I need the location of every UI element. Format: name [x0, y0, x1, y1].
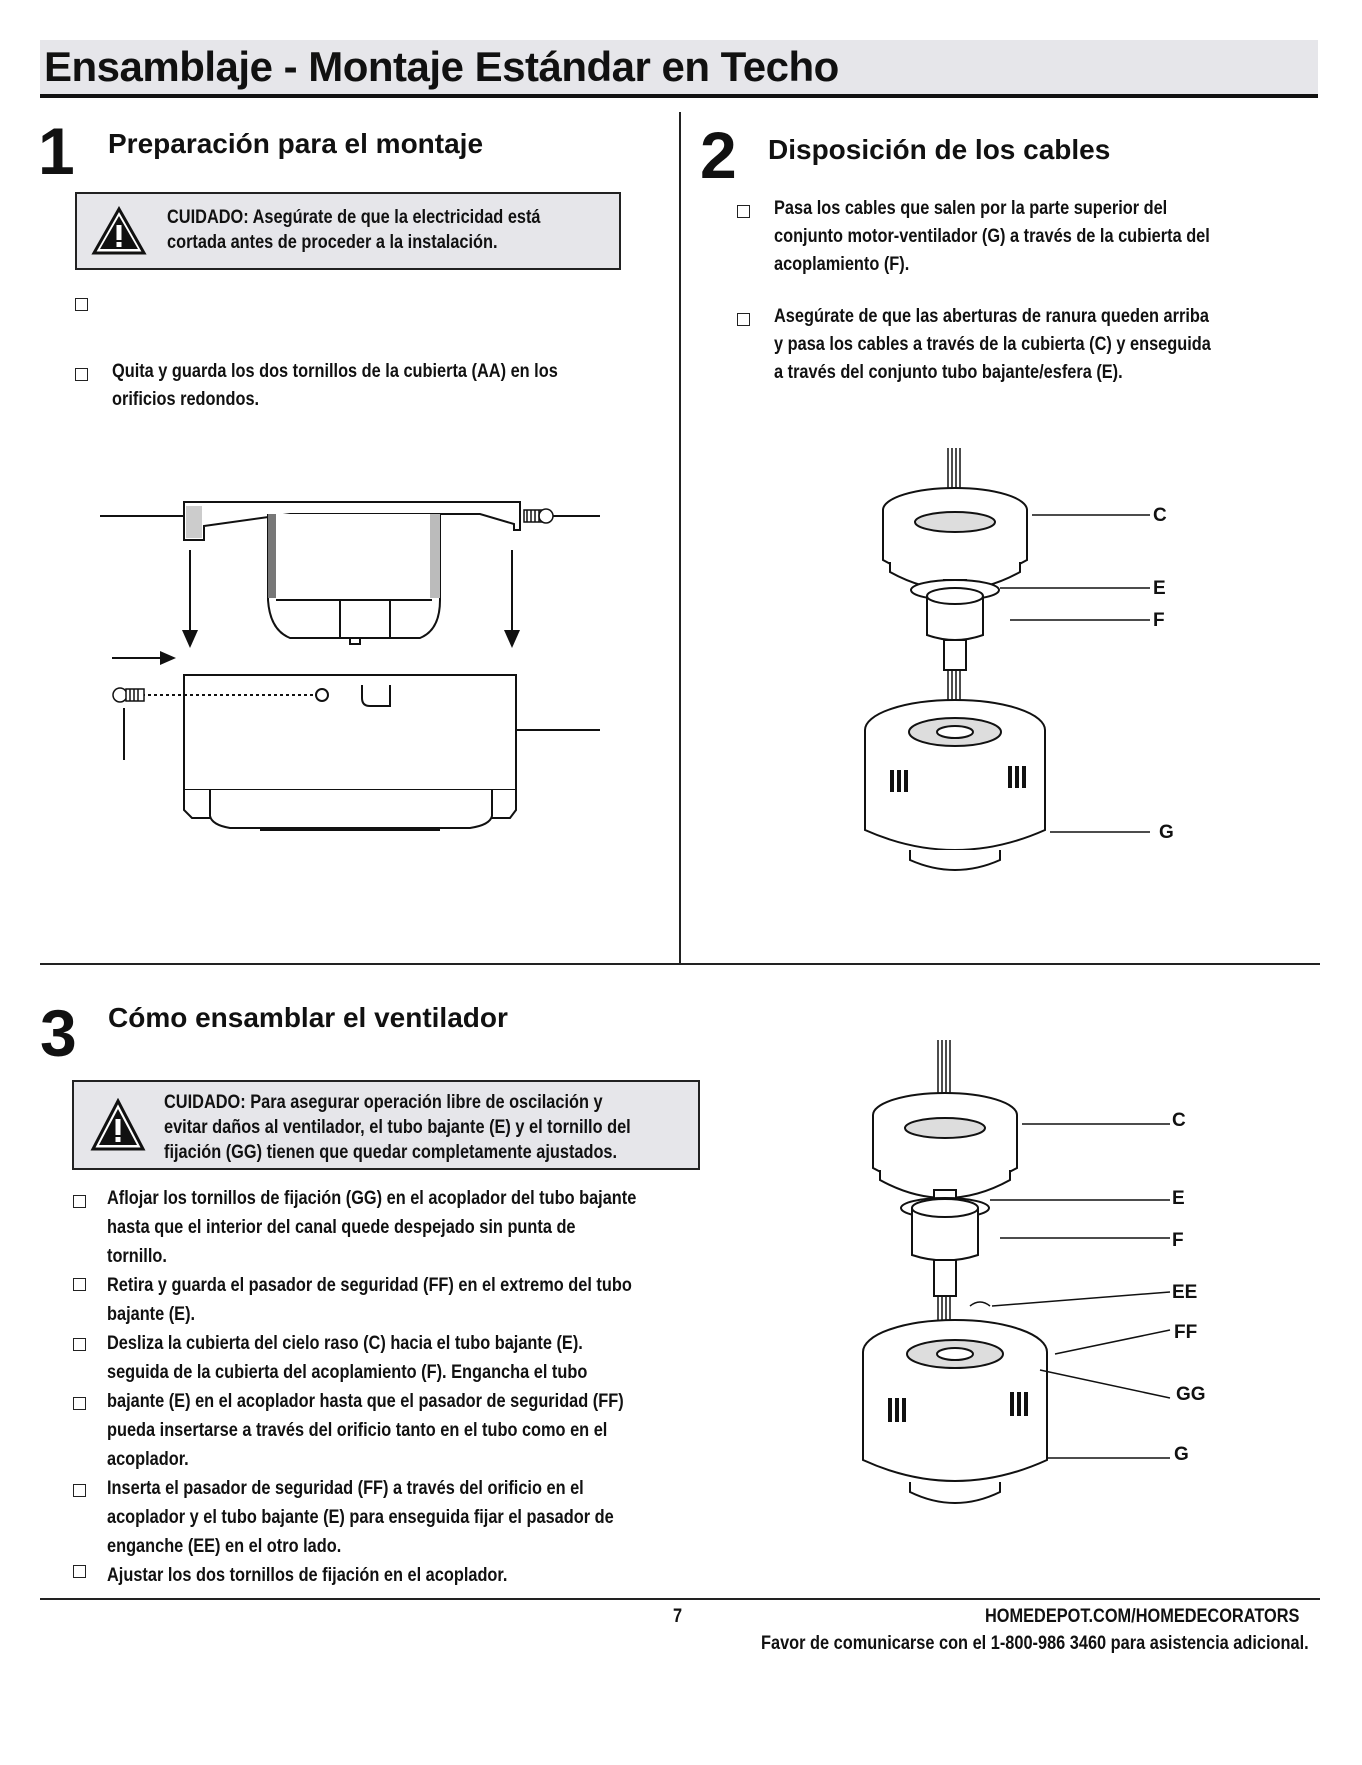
page-title-bar: [40, 40, 1318, 98]
step3-line-7: seguida de la cubierta del acoplamiento (F). Engancha el tubo: [107, 1362, 588, 1383]
step3-label-gg: GG: [1176, 1384, 1206, 1405]
step3-line-11: Inserta el pasador de seguridad (FF) a través del orificio en el: [107, 1478, 584, 1499]
step2-bullet-2-line3: a través del conjunto tubo bajante/esfera (E).: [774, 362, 1123, 383]
step1-number: 1: [38, 114, 75, 188]
footer-divider: [40, 1598, 1320, 1600]
step2-bullet-1-line3: acoplamiento (F).: [774, 254, 910, 275]
step3-caution-text-1: Para asegurar operación libre de oscilación y: [250, 1092, 603, 1113]
step3-line-1: Aflojar los tornillos de fijación (GG) en el acoplador del tubo bajante: [107, 1188, 637, 1209]
step3-line-4: Retira y guarda el pasador de seguridad (FF) en el extremo del tubo: [107, 1275, 632, 1296]
step3-instructions: [107, 1184, 636, 1590]
step3-label-ff: FF: [1174, 1322, 1198, 1343]
step2-label-e: E: [1153, 578, 1166, 599]
step2-bullet-1-line2: conjunto motor-ventilador (G) a través de la cubierta del: [774, 226, 1210, 247]
step3-checkbox-2[interactable]: [73, 1278, 86, 1291]
step2-bullet-1-line1: Pasa los cables que salen por la parte superior del: [774, 198, 1168, 219]
step1-caution-label: CUIDADO:: [167, 207, 249, 228]
step1-bullet-2-line2: orificios redondos.: [112, 389, 260, 410]
step3-caution-box: [72, 1080, 700, 1170]
step1-bullet-2: [112, 358, 558, 414]
step2-label-c: C: [1153, 505, 1167, 526]
step3-caution-text-3: fijación (GG) tienen que quedar completamente ajustados.: [164, 1142, 618, 1163]
step3-line-9: pueda insertarse a través del orificio tanto en el tubo como en el: [107, 1420, 608, 1441]
step3-label-ee: EE: [1172, 1282, 1198, 1303]
step3-line-6: Desliza la cubierta del cielo raso (C) hacia el tubo bajante (E).: [107, 1333, 583, 1354]
step1-caution-box: [75, 192, 621, 270]
step2-checkbox-2[interactable]: [737, 313, 750, 326]
step2-checkbox-1[interactable]: [737, 205, 750, 218]
step3-line-3: tornillo.: [107, 1246, 167, 1267]
section-divider: [40, 963, 1320, 965]
step3-label-g: G: [1174, 1444, 1189, 1465]
step3-number: 3: [40, 996, 77, 1070]
step2-bullet-2-line1: Asegúrate de que las aberturas de ranura queden arriba: [774, 306, 1209, 327]
step1-caution-text-1: Asegúrate de que la electricidad está: [252, 207, 541, 228]
column-divider: [679, 112, 681, 964]
step2-label-g: G: [1159, 822, 1174, 843]
step3-diagram: [850, 1040, 1190, 1540]
footer-support: Favor de comunicarse con el 1-800-986 3460 para asistencia adicional.: [761, 1633, 1309, 1654]
step1-checkbox-1[interactable]: [75, 298, 88, 311]
step2-diagram: [860, 440, 1180, 900]
step2-bullet-1: [774, 195, 1210, 279]
step3-checkbox-4[interactable]: [73, 1397, 86, 1410]
step3-label-f: F: [1172, 1230, 1184, 1251]
page-number: 7: [673, 1606, 683, 1627]
step1-title: Preparación para el montaje: [108, 128, 484, 159]
footer-website[interactable]: HOMEDEPOT.COM/HOMEDECORATORS: [985, 1606, 1300, 1627]
step3-line-8: bajante (E) en el acoplador hasta que el pasador de seguridad (FF): [107, 1391, 624, 1412]
page-title: Ensamblaje - Montaje Estándar en Techo: [44, 43, 839, 90]
step3-line-13: enganche (EE) en el otro lado.: [107, 1536, 342, 1557]
step3-label-c: C: [1172, 1110, 1186, 1131]
step2-number: 2: [700, 118, 737, 192]
step1-checkbox-2[interactable]: [75, 368, 88, 381]
step2-title: Disposición de los cables: [768, 134, 1111, 165]
step3-checkbox-5[interactable]: [73, 1484, 86, 1497]
step1-bullet-2-line1: Quita y guarda los dos tornillos de la cubierta (AA) en los: [112, 361, 558, 382]
step3-caution-text-2: evitar daños al ventilador, el tubo bajante (E) y el tornillo del: [164, 1117, 631, 1138]
step2-label-f: F: [1153, 610, 1165, 631]
step2-bullet-2: [774, 303, 1211, 387]
step3-caution-label: CUIDADO:: [164, 1092, 246, 1113]
step3-checkbox-3[interactable]: [73, 1338, 86, 1351]
step3-line-14: Ajustar los dos tornillos de fijación en el acoplador.: [107, 1565, 508, 1586]
step3-checkbox-6[interactable]: [73, 1565, 86, 1578]
step3-checkbox-1[interactable]: [73, 1195, 86, 1208]
warning-icon: [90, 1098, 146, 1152]
step3-line-12: acoplador y el tubo bajante (E) para enseguida fijar el pasador de: [107, 1507, 614, 1528]
step3-line-2: hasta que el interior del canal quede despejado sin punta de: [107, 1217, 576, 1238]
step1-caution-text-2: cortada antes de proceder a la instalación.: [167, 232, 498, 253]
step3-title: Cómo ensamblar el ventilador: [108, 1002, 508, 1033]
warning-icon: [91, 206, 147, 256]
step1-diagram: [100, 480, 620, 840]
step3-line-5: bajante (E).: [107, 1304, 196, 1325]
step2-bullet-2-line2: y pasa los cables a través de la cubierta (C) y enseguida: [774, 334, 1211, 355]
step3-line-10: acoplador.: [107, 1449, 189, 1470]
step3-label-e: E: [1172, 1188, 1185, 1209]
